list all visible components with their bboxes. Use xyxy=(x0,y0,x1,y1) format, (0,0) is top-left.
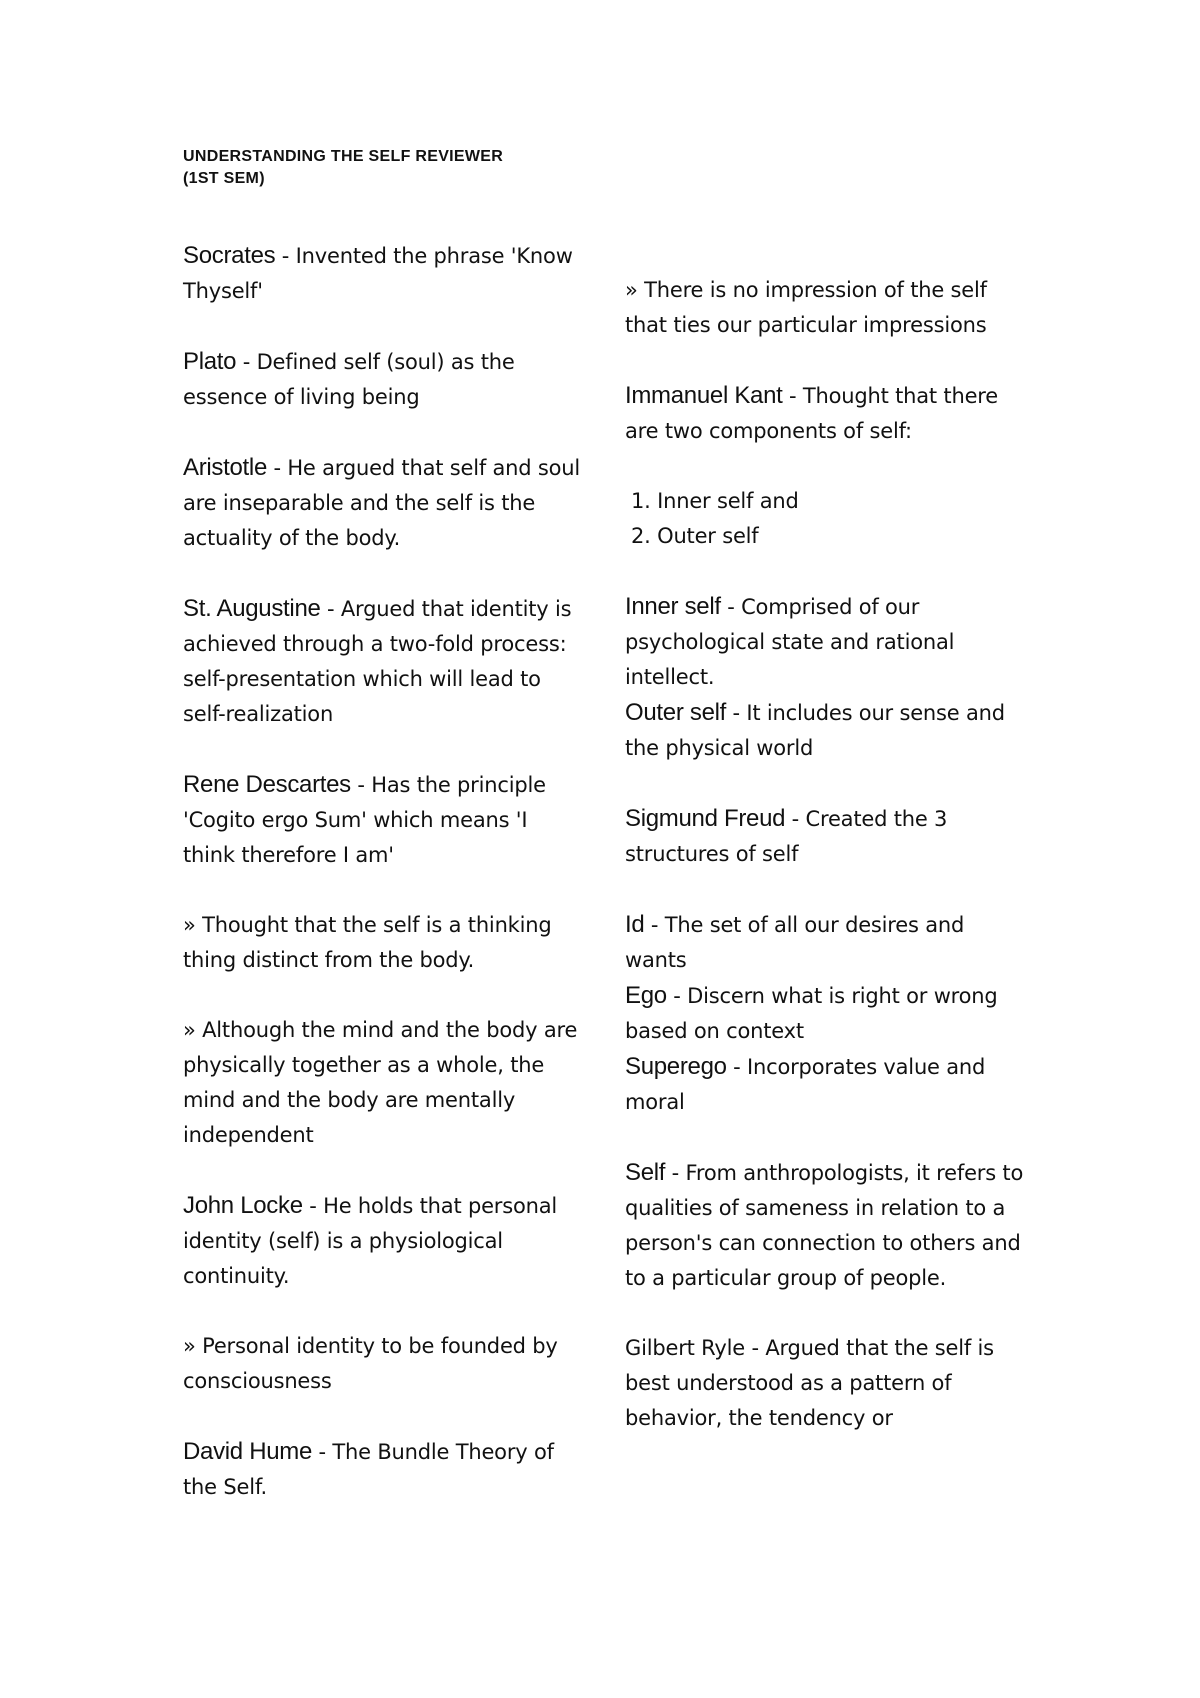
entry-descartes: Rene Descartes - Has the principle 'Cogito ergo Sum' which means 'I think therefore I am' xyxy=(183,771,546,867)
entry-ego: Ego - Discern what is right or wrong based on context xyxy=(625,982,998,1043)
entry-inner-self: Inner self - Comprised of our psychological state and rational intellect. xyxy=(625,593,955,689)
def-id: The set of all our desires and wants xyxy=(625,913,965,972)
def-freud: Created the 3 structures of self xyxy=(625,807,948,866)
term-augustine: St. Augustine xyxy=(183,595,321,622)
term-socrates: Socrates xyxy=(183,242,276,269)
entry-ryle: Gilbert Ryle - Argued that the self is best understood as a pattern of behavior, the tendency or xyxy=(625,1336,994,1430)
def-kant: Thought that there are two components of self: xyxy=(625,384,998,443)
entry-augustine: St. Augustine - Argued that identity is achieved through a two-fold process: self-presentation which will lead to self-realization xyxy=(183,595,572,726)
def-self: From anthropologists, it refers to qualities of sameness in relation to a person's can connection to others and to a particular group of people. xyxy=(625,1161,1024,1290)
entry-socrates: Socrates - Invented the phrase 'Know Thyself' xyxy=(183,242,573,303)
term-aristotle: Aristotle xyxy=(183,454,267,481)
def-augustine: Argued that identity is achieved through a two-fold process: self-presentation which will lead to self-realization xyxy=(183,597,572,726)
def-ego: Discern what is right or wrong based on context xyxy=(625,984,998,1043)
note-locke: » Personal identity to be founded by consciousness xyxy=(183,1334,558,1393)
term-self: Self xyxy=(625,1159,666,1186)
entry-kant: Immanuel Kant - Thought that there are two components of self: xyxy=(625,382,998,443)
def-hume: The Bundle Theory of the Self. xyxy=(183,1440,554,1499)
term-ryle: Gilbert Ryle xyxy=(625,1336,745,1360)
note-descartes-1: » Thought that the self is a thinking thing distinct from the body. xyxy=(183,913,552,972)
entry-self: Self - From anthropologists, it refers to qualities of sameness in relation to a person's can connection to others and to a particular group of people. xyxy=(625,1159,1024,1290)
title-line-2: (1ST SEM) xyxy=(183,170,265,187)
note-hume: » There is no impression of the self that ties our particular impressions xyxy=(625,278,987,337)
def-superego: Incorporates value and moral xyxy=(625,1055,986,1114)
document-title xyxy=(183,146,503,190)
def-locke: He holds that personal identity (self) is a physiological continuity. xyxy=(183,1194,558,1288)
title-line-1: UNDERSTANDING THE SELF REVIEWER xyxy=(183,148,504,165)
term-inner-self: Inner self xyxy=(625,593,721,620)
term-plato: Plato xyxy=(183,348,237,375)
entry-superego: Superego - Incorporates value and moral xyxy=(625,1053,986,1114)
list-item: 1. Inner self and xyxy=(631,489,799,513)
term-outer-self: Outer self xyxy=(625,699,727,726)
term-freud: Sigmund Freud xyxy=(625,805,786,832)
term-locke: John Locke xyxy=(183,1192,303,1219)
list-item: 2. Outer self xyxy=(631,524,759,548)
entry-hume: David Hume - The Bundle Theory of the Self. xyxy=(183,1438,554,1499)
def-aristotle: He argued that self and soul are inseparable and the self is the actuality of the body. xyxy=(183,456,581,550)
term-superego: Superego xyxy=(625,1053,727,1080)
left-column xyxy=(183,238,583,1505)
kant-list xyxy=(625,484,1025,554)
term-ego: Ego xyxy=(625,982,667,1009)
def-socrates: Invented the phrase 'Know Thyself' xyxy=(183,244,573,303)
entry-id: Id - The set of all our desires and wants xyxy=(625,911,965,972)
term-descartes: Rene Descartes xyxy=(183,771,351,798)
term-id: Id xyxy=(625,911,645,938)
term-hume: David Hume xyxy=(183,1438,313,1465)
def-inner-self: Comprised of our psychological state and rational intellect. xyxy=(625,595,955,689)
def-descartes: Has the principle 'Cogito ergo Sum' which means 'I think therefore I am' xyxy=(183,773,546,867)
term-kant: Immanuel Kant xyxy=(625,382,783,409)
def-outer-self: It includes our sense and the physical world xyxy=(625,701,1005,760)
entry-freud: Sigmund Freud - Created the 3 structures of self xyxy=(625,805,948,866)
entry-aristotle: Aristotle - He argued that self and soul are inseparable and the self is the actuality of the body. xyxy=(183,454,581,550)
right-column xyxy=(625,273,1025,1436)
entry-locke: John Locke - He holds that personal identity (self) is a physiological continuity. xyxy=(183,1192,558,1288)
note-descartes-2: » Although the mind and the body are physically together as a whole, the mind and the body are mentally independent xyxy=(183,1018,578,1147)
def-ryle: Argued that the self is best understood as a pattern of behavior, the tendency or xyxy=(625,1336,994,1430)
entry-plato: Plato - Defined self (soul) as the essence of living being xyxy=(183,348,515,409)
def-plato: Defined self (soul) as the essence of living being xyxy=(183,350,515,409)
entry-outer-self: Outer self - It includes our sense and the physical world xyxy=(625,699,1005,760)
